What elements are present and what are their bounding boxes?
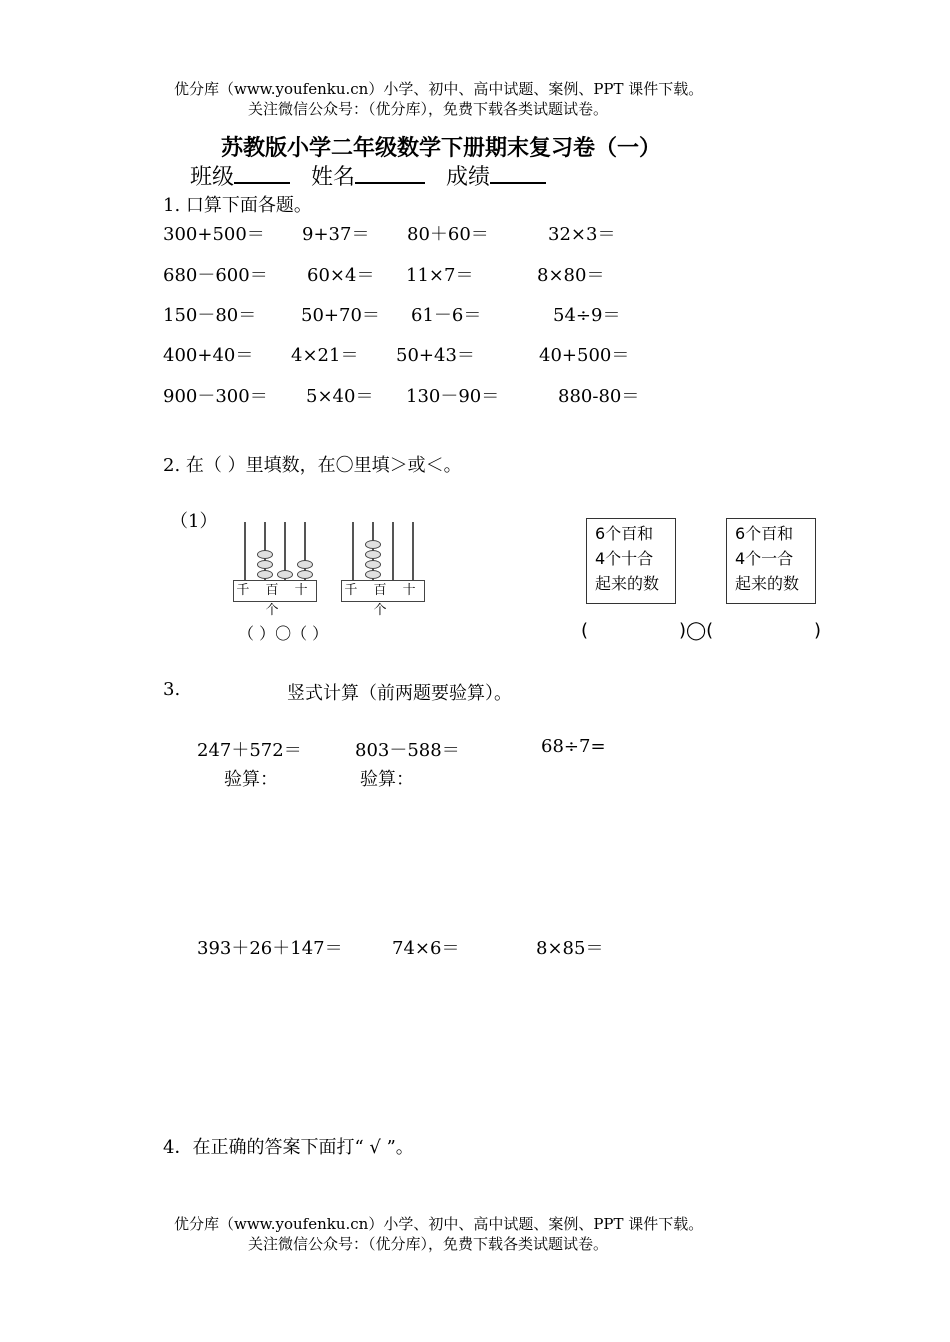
q1-exercise: 880-80＝ (558, 386, 640, 407)
q3-number: 3. (163, 679, 181, 700)
check-label: 验算： (360, 769, 414, 790)
box-line: 起来的数 (735, 574, 800, 593)
student-info-line (190, 160, 546, 191)
abacus-bead (297, 560, 313, 569)
q3-exercise: 803－588＝ (355, 740, 460, 761)
q1-exercise: 40+500＝ (539, 345, 630, 366)
box-line: 起来的数 (595, 574, 660, 593)
abacus-bead (297, 570, 313, 579)
q3-exercise: 247＋572＝ (197, 740, 302, 761)
q1-exercise: 61－6＝ (411, 305, 482, 326)
q1-exercise: 130－90＝ (406, 386, 500, 407)
q1-exercise: 80＋60＝ (407, 224, 489, 245)
compare-left[interactable]: （ ）〇（ ） (238, 624, 329, 643)
abacus-rod (244, 522, 246, 580)
q1-title: 1. 口算下面各题。 (163, 195, 312, 216)
q3-title: 竖式计算（前两题要验算）。 (287, 683, 512, 704)
q1-exercise: 8×80＝ (537, 265, 605, 286)
q3-exercise: 74×6＝ (392, 938, 460, 959)
score-label: 成绩 (446, 165, 491, 190)
q1-exercise: 50+70＝ (301, 305, 380, 326)
q1-exercise: 32×3＝ (548, 224, 616, 245)
compare-right-open: ( (581, 620, 589, 641)
q1-exercise: 900－300＝ (163, 386, 268, 407)
abacus-bead (257, 570, 273, 579)
q1-exercise: 300+500＝ (163, 224, 265, 245)
class-blank[interactable] (234, 182, 290, 184)
header-line-2: 关注微信公众号：（优分库），免费下载各类试题试卷。 (248, 100, 609, 118)
abacus-rod (412, 522, 414, 580)
abacus-bead (277, 570, 293, 579)
header-line-1: 优分库（www.youfenku.cn）小学、初中、高中试题、案例、PPT 课件下载。 (174, 80, 704, 98)
score-blank[interactable] (490, 182, 546, 184)
q4-title: 4．在正确的答案下面打“ √ ”。 (163, 1137, 414, 1158)
abacus-rod (352, 522, 354, 580)
q3-exercise: 8×85＝ (536, 938, 604, 959)
q2-part-label: （1） (170, 511, 218, 532)
page-title: 苏教版小学二年级数学下册期末复习卷（一） (221, 135, 662, 161)
q1-exercise: 9+37＝ (302, 224, 370, 245)
q3-exercise: 68÷7= (541, 736, 606, 757)
box-line: 6个百和 (735, 524, 794, 543)
q1-exercise: 60×4＝ (307, 265, 375, 286)
box-line: 4个一合 (735, 549, 794, 568)
abacus-place-labels: 千 百 十 个 (341, 580, 425, 602)
number-box-2 (726, 518, 816, 604)
abacus-bead (257, 560, 273, 569)
abacus-bead (365, 540, 381, 549)
abacus-place-labels: 千 百 十 个 (233, 580, 317, 602)
q1-exercise: 150－80＝ (163, 305, 257, 326)
abacus-bead (365, 550, 381, 559)
footer-line-2: 关注微信公众号：（优分库），免费下载各类试题试卷。 (248, 1235, 609, 1253)
q1-exercise: 50+43＝ (396, 345, 475, 366)
compare-right-mid: )◯( (679, 620, 714, 641)
compare-right-close: ) (814, 620, 822, 641)
abacus-bead (365, 560, 381, 569)
class-label: 班级 (190, 165, 235, 190)
name-label: 姓名 (311, 165, 356, 190)
box-line: 4个十合 (595, 549, 654, 568)
number-box-1 (586, 518, 676, 604)
q1-exercise: 5×40＝ (306, 386, 374, 407)
name-blank[interactable] (355, 182, 425, 184)
footer-line-1: 优分库（www.youfenku.cn）小学、初中、高中试题、案例、PPT 课件下载。 (174, 1215, 704, 1233)
abacus-rod (392, 522, 394, 580)
q1-exercise: 54÷9＝ (553, 305, 621, 326)
q2-title: 2. 在（ ）里填数，在〇里填＞或＜。 (163, 455, 462, 476)
q1-exercise: 11×7＝ (406, 265, 474, 286)
abacus-bead (257, 550, 273, 559)
abacus-bead (365, 570, 381, 579)
q1-exercise: 680－600＝ (163, 265, 268, 286)
q1-exercise: 400+40＝ (163, 345, 254, 366)
q1-exercise: 4×21＝ (291, 345, 359, 366)
check-label: 验算： (224, 769, 278, 790)
q3-exercise: 393＋26＋147＝ (197, 938, 343, 959)
box-line: 6个百和 (595, 524, 654, 543)
